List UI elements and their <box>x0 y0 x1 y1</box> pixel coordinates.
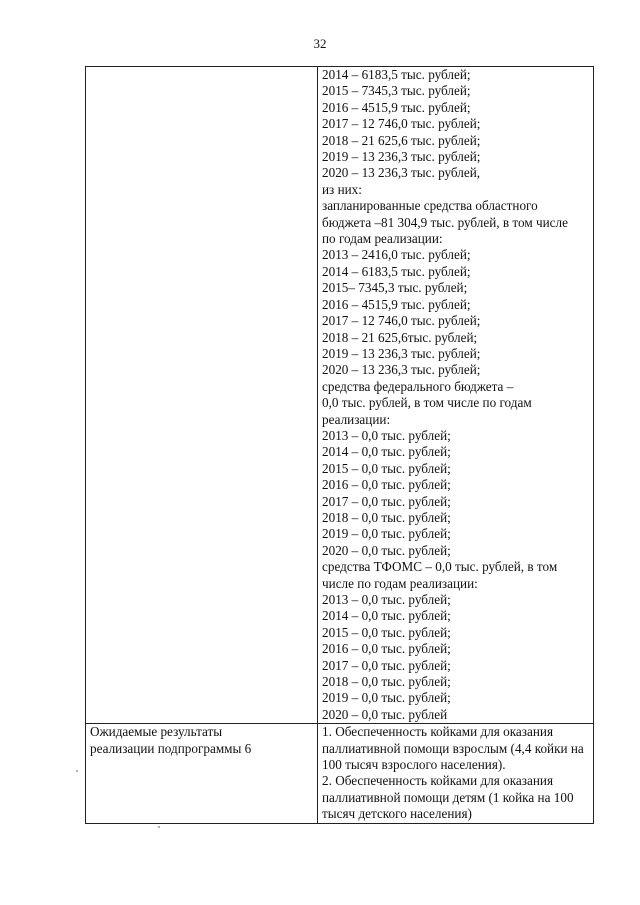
funding-values-cell <box>318 67 594 724</box>
funding-line: 2015 – 0,0 тыс. рублей; <box>322 624 451 640</box>
results-label-line-2: реализации подпрограммы 6 <box>90 740 252 756</box>
funding-line: 0,0 тыс. рублей, в том числе по годам <box>322 395 532 411</box>
funding-line: 2020 – 13 236,3 тыс. рублей, <box>322 165 481 181</box>
funding-line: 2020 – 13 236,3 тыс. рублей; <box>322 362 481 378</box>
results-item-2: 2. Обеспеченность койками для оказания паллиативной помощи детям (1 койка на 100 тысяч детского населения) <box>322 773 574 822</box>
funding-line: 2019 – 13 236,3 тыс. рублей; <box>322 345 481 361</box>
funding-line: 2019 – 0,0 тыс. рублей; <box>322 690 451 706</box>
funding-line: запланированные средства областного <box>322 198 538 214</box>
funding-line: 2017 – 12 746,0 тыс. рублей; <box>322 313 481 329</box>
funding-line: 2016 – 4515,9 тыс. рублей; <box>322 296 471 312</box>
funding-line: 2016 – 0,0 тыс. рублей; <box>322 477 451 493</box>
funding-line: 2019 – 0,0 тыс. рублей; <box>322 526 451 542</box>
results-label-line-1: Ожидаемые результаты <box>90 724 223 740</box>
funding-line: 2015 – 7345,3 тыс. рублей; <box>322 83 471 99</box>
funding-line: реализации: <box>322 411 391 427</box>
funding-line: 2018 – 0,0 тыс. рублей; <box>322 509 451 525</box>
funding-line: 2018 – 0,0 тыс. рублей; <box>322 674 451 690</box>
funding-line: 2016 – 4515,9 тыс. рублей; <box>322 99 471 115</box>
funding-line: 2014 – 6183,5 тыс. рублей; <box>322 67 471 82</box>
funding-lines <box>322 67 589 723</box>
funding-line: 2014 – 6183,5 тыс. рублей; <box>322 263 471 279</box>
results-values-cell <box>318 724 594 823</box>
funding-line: 2017 – 12 746,0 тыс. рублей; <box>322 116 481 132</box>
funding-line: из них: <box>322 181 362 197</box>
results-row <box>86 724 594 823</box>
scan-artifact-dot <box>158 826 160 828</box>
funding-line: числе по годам реализации: <box>322 575 478 591</box>
funding-line: по годам реализации: <box>322 231 443 247</box>
funding-label-cell <box>86 67 318 724</box>
funding-line: средства ТФОМС – 0,0 тыс. рублей, в том <box>322 559 558 575</box>
funding-line: средства федерального бюджета – <box>322 378 514 394</box>
page-number: 32 <box>313 36 327 51</box>
funding-line: 2015– 7345,3 тыс. рублей; <box>322 280 468 296</box>
funding-line: 2015 – 0,0 тыс. рублей; <box>322 460 451 476</box>
funding-row <box>86 67 594 724</box>
funding-line: 2014 – 0,0 тыс. рублей; <box>322 608 451 624</box>
funding-line: 2018 – 21 625,6 тыс. рублей; <box>322 132 481 148</box>
results-item-1: 1. Обеспеченность койками для оказания паллиативной помощи взрослым (4,4 койки на 100 тысяч взрослого населения). <box>322 724 584 773</box>
funding-line: 2016 – 0,0 тыс. рублей; <box>322 641 451 657</box>
funding-line: 2013 – 2416,0 тыс. рублей; <box>322 247 471 263</box>
results-label-cell <box>86 724 318 823</box>
funding-line: 2017 – 0,0 тыс. рублей; <box>322 657 451 673</box>
funding-line: бюджета –81 304,9 тыс. рублей, в том числе <box>322 214 568 230</box>
funding-line: 2013 – 0,0 тыс. рублей; <box>322 592 451 607</box>
funding-line: 2014 – 0,0 тыс. рублей; <box>322 444 451 460</box>
funding-line: 2019 – 13 236,3 тыс. рублей; <box>322 149 481 165</box>
funding-line: 2020 – 0,0 тыс. рублей; <box>322 542 451 558</box>
funding-line: 2013 – 0,0 тыс. рублей; <box>322 427 451 443</box>
scan-artifact-dot <box>76 770 78 772</box>
funding-line: 2020 – 0,0 тыс. рублей <box>322 706 448 722</box>
subprogram-passport-table <box>85 66 594 824</box>
funding-line: 2018 – 21 625,6тыс. рублей; <box>322 329 478 345</box>
funding-line: 2017 – 0,0 тыс. рублей; <box>322 493 451 509</box>
